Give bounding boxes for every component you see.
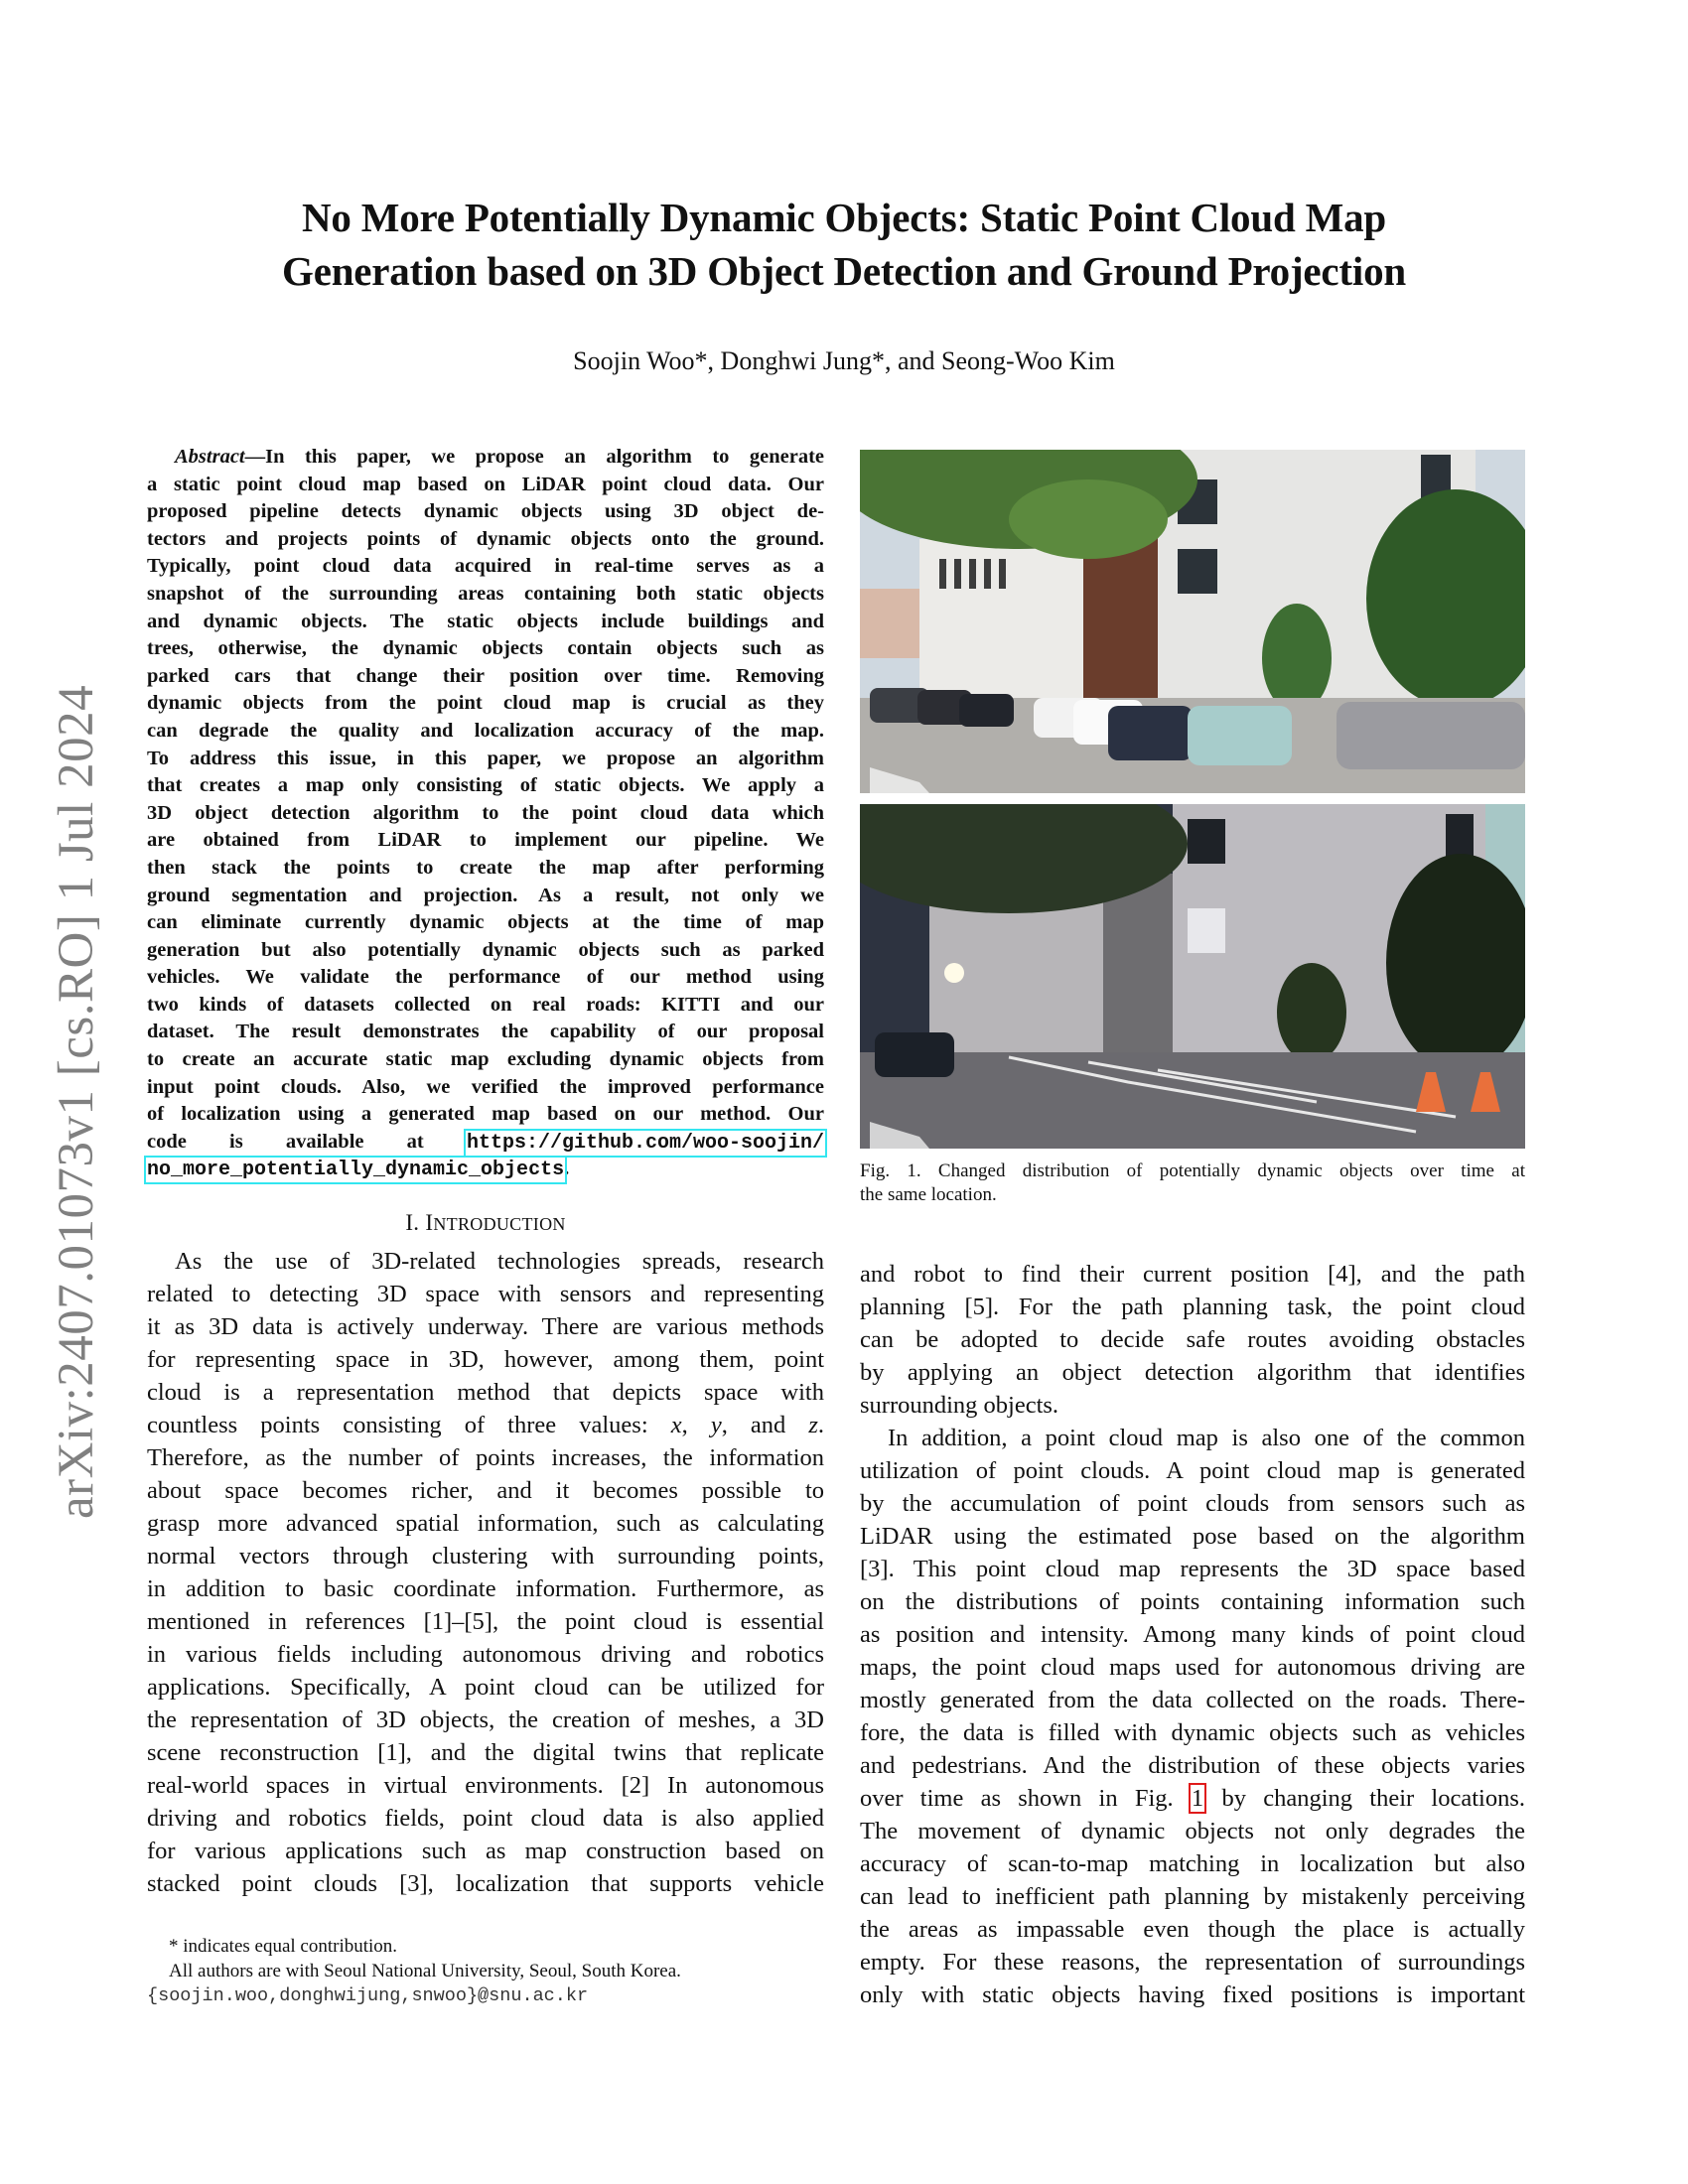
body-line: and pedestrians. And the distribution of these objects varies (860, 1752, 1525, 1779)
abstract-code-line (147, 1129, 824, 1157)
body-line: accuracy of scan-to-map matching in localization but also (860, 1850, 1525, 1877)
caption-line-2: the same location. (860, 1184, 997, 1205)
body-line: about space becomes richer, and it becomes possible to (147, 1477, 824, 1504)
abstract-dash: — (244, 446, 266, 468)
abstract-line (147, 444, 824, 472)
footnote-equal-contribution: * indicates equal contribution. (169, 1936, 398, 1957)
abstract-line: can eliminate currently dynamic objects at the time of map (147, 911, 824, 934)
abstract-line: vehicles. We validate the performance of our method using (147, 966, 824, 989)
footnote-emails: {soojin.woo,donghwijung,snwoo}@snu.ac.kr (147, 1985, 589, 2006)
section-title-initial: I (425, 1210, 434, 1235)
abstract-code-line-2 (147, 1156, 824, 1183)
section-number: I. (405, 1210, 420, 1235)
body-line: utilization of point clouds. A point cloud map is generated (860, 1457, 1525, 1484)
abstract-label: Abstract (175, 446, 245, 468)
body-line: cloud is a representation method that depicts space with (147, 1379, 824, 1406)
abstract-line: To address this issue, in this paper, we propose an algorithm (147, 747, 824, 769)
body-line-figref (860, 1782, 1525, 1815)
abstract-line: tectors and projects points of dynamic objects onto the ground. (147, 527, 824, 550)
caption-line-1: Fig. 1. Changed distribution of potentially dynamic objects over time at (860, 1160, 1525, 1181)
abstract-line: then stack the points to create the map after performing (147, 856, 824, 879)
abstract-line: Typically, point cloud data acquired in real-time serves as a (147, 555, 824, 578)
body-line: LiDAR using the estimated pose based on the algorithm (860, 1523, 1525, 1550)
body-line: the areas as impassable even though the place is actually (860, 1916, 1525, 1943)
arxiv-stamp-text: arXiv:2407.01073v1 [cs.RO] 1 Jul 2024 (49, 684, 104, 1519)
body-line-text: countless points consisting of three values: (147, 1412, 648, 1438)
body-line: only with static objects having fixed positions is important (860, 1981, 1525, 2008)
abstract-line: trees, otherwise, the dynamic objects contain objects such as (147, 637, 824, 660)
body-line: by applying an object detection algorithm that identifies (860, 1359, 1525, 1386)
footnotes (147, 1934, 824, 2008)
body-line: in addition to basic coordinate information. Furthermore, as (147, 1575, 824, 1602)
abstract-line: to create an accurate static map excluding dynamic objects from (147, 1048, 824, 1071)
body-line: driving and robotics fields, point cloud data is also applied (147, 1805, 824, 1832)
abstract-line: two kinds of datasets collected on real roads: KITTI and our (147, 993, 824, 1016)
body-line: can be adopted to decide safe routes avoiding obstacles (860, 1326, 1525, 1353)
title-line-2: Generation based on 3D Object Detection and Ground Projection (282, 248, 1406, 294)
abstract-line: generation but also potentially dynamic objects such as parked (147, 938, 824, 961)
math-x: x (670, 1412, 682, 1438)
abstract-line: snapshot of the surrounding areas containing both static objects (147, 582, 824, 605)
body-line: for representing space in 3D, however, among them, point (147, 1346, 824, 1373)
body-line: normal vectors through clustering with surrounding points, (147, 1543, 824, 1570)
body-line-math: countless points consisting of three values: x, y, and z. (147, 1412, 825, 1438)
figure-1-top-image (860, 450, 1525, 793)
footnote-affiliation: All authors are with Seoul National University, Seoul, South Korea. (169, 1961, 681, 1981)
abstract-line: a static point cloud map based on LiDAR point cloud data. Our (147, 473, 824, 495)
abstract-line: parked cars that change their position over time. Removing (147, 664, 824, 687)
body-line: real-world spaces in virtual environments. [2] In autonomous (147, 1772, 824, 1799)
abstract-line: dynamic objects from the point cloud map is crucial as they (147, 692, 824, 715)
figure-1-bottom-image (860, 804, 1525, 1149)
body-line: Therefore, as the number of points increases, the information (147, 1444, 824, 1471)
body-line: applications. Specifically, A point cloud can be utilized for (147, 1674, 824, 1701)
abstract-line: proposed pipeline detects dynamic objects using 3D object de- (147, 500, 824, 523)
body-line: for various applications such as map construction based on (147, 1838, 824, 1864)
body-line: mentioned in references [1]–[5], the point cloud is essential (147, 1608, 824, 1635)
body-line: fore, the data is filled with dynamic objects such as vehicles (860, 1719, 1525, 1746)
abstract-line: ground segmentation and projection. As a result, not only we (147, 884, 824, 906)
github-link-part-1[interactable]: https://github.com/woo-soojin/ (466, 1131, 824, 1155)
section-heading-introduction (147, 1208, 824, 1239)
body-line: the representation of 3D objects, the creation of meshes, a 3D (147, 1706, 824, 1733)
body-line: empty. For these reasons, the representation of surroundings (860, 1949, 1525, 1976)
body-line: stacked point clouds [3], localization that supports vehicle (147, 1870, 824, 1897)
intro-left-column (147, 1245, 824, 1900)
paper-title (149, 191, 1539, 298)
body-line-text: over time as shown in Fig. (860, 1785, 1174, 1812)
body-line: it as 3D data is actively underway. There are various methods (147, 1313, 824, 1340)
body-line: surrounding objects. (860, 1392, 1059, 1419)
body-line: in various fields including autonomous driving and robotics (147, 1641, 824, 1668)
abstract-line: can degrade the quality and localization accuracy of the map. (147, 719, 824, 742)
intro-right-column (860, 1258, 1525, 2011)
nighttime-parking-photo-icon (860, 804, 1525, 1149)
body-line: maps, the point cloud maps used for autonomous driving are (860, 1654, 1525, 1681)
title-line-1: No More Potentially Dynamic Objects: Static Point Cloud Map (301, 195, 1387, 240)
body-line: The movement of dynamic objects not only degrades the (860, 1818, 1525, 1844)
figure-1-reference-link[interactable]: 1 (1191, 1785, 1204, 1812)
figure-1-caption (860, 1160, 1525, 1207)
body-line: as position and intensity. Among many kinds of point cloud (860, 1621, 1525, 1648)
abstract (147, 444, 824, 1183)
abstract-line: input point clouds. Also, we verified the improved performance (147, 1075, 824, 1098)
abstract-first-line: In this paper, we propose an algorithm to generate (265, 446, 824, 468)
body-line: on the distributions of points containing information such (860, 1588, 1525, 1615)
body-line: mostly generated from the data collected on the roads. There- (860, 1687, 1525, 1713)
body-line: In addition, a point cloud map is also one of the common (888, 1425, 1525, 1451)
abstract-line: are obtained from LiDAR to implement our pipeline. We (147, 829, 824, 852)
abstract-line: and dynamic objects. The static objects include buildings and (147, 610, 824, 632)
abstract-line: dataset. The result demonstrates the capability of our proposal (147, 1021, 824, 1043)
math-and: and (750, 1412, 786, 1438)
math-y: y (710, 1412, 722, 1438)
author-list: Soojin Woo*, Donghwi Jung*, and Seong-Woo Kim (573, 346, 1115, 375)
github-link-part-2[interactable]: no_more_potentially_dynamic_objects (147, 1159, 565, 1182)
body-line: scene reconstruction [1], and the digital twins that replicate (147, 1739, 824, 1766)
abstract-line: 3D object detection algorithm to the point cloud data which (147, 801, 824, 824)
body-line: grasp more advanced spatial information, such as calculating (147, 1510, 824, 1537)
abstract-line: of localization using a generated map based on our method. Our (147, 1103, 824, 1126)
body-line: planning [5]. For the path planning task, the point cloud (860, 1294, 1525, 1320)
abstract-line: that creates a map only consisting of static objects. We apply a (147, 774, 824, 797)
section-title-rest: NTRODUCTION (433, 1214, 566, 1234)
body-line: and robot to find their current position [4], and the path (860, 1261, 1525, 1288)
abstract-end-period: . (564, 1158, 570, 1180)
body-line: can lead to inefficient path planning by mistakenly perceiving (860, 1883, 1525, 1910)
arxiv-stamp (49, 596, 104, 1519)
body-line-text: by changing their locations. (1221, 1785, 1526, 1812)
body-line: [3]. This point cloud map represents the 3D space based (860, 1556, 1525, 1582)
body-line: by the accumulation of point clouds from sensors such as (860, 1490, 1525, 1517)
daytime-parking-photo-icon (860, 450, 1525, 793)
math-z: z (808, 1412, 818, 1438)
body-line: related to detecting 3D space with sensors and representing (147, 1281, 824, 1307)
code-available-text: code is available at (147, 1130, 467, 1153)
body-line: As the use of 3D-related technologies spreads, research (175, 1248, 824, 1275)
